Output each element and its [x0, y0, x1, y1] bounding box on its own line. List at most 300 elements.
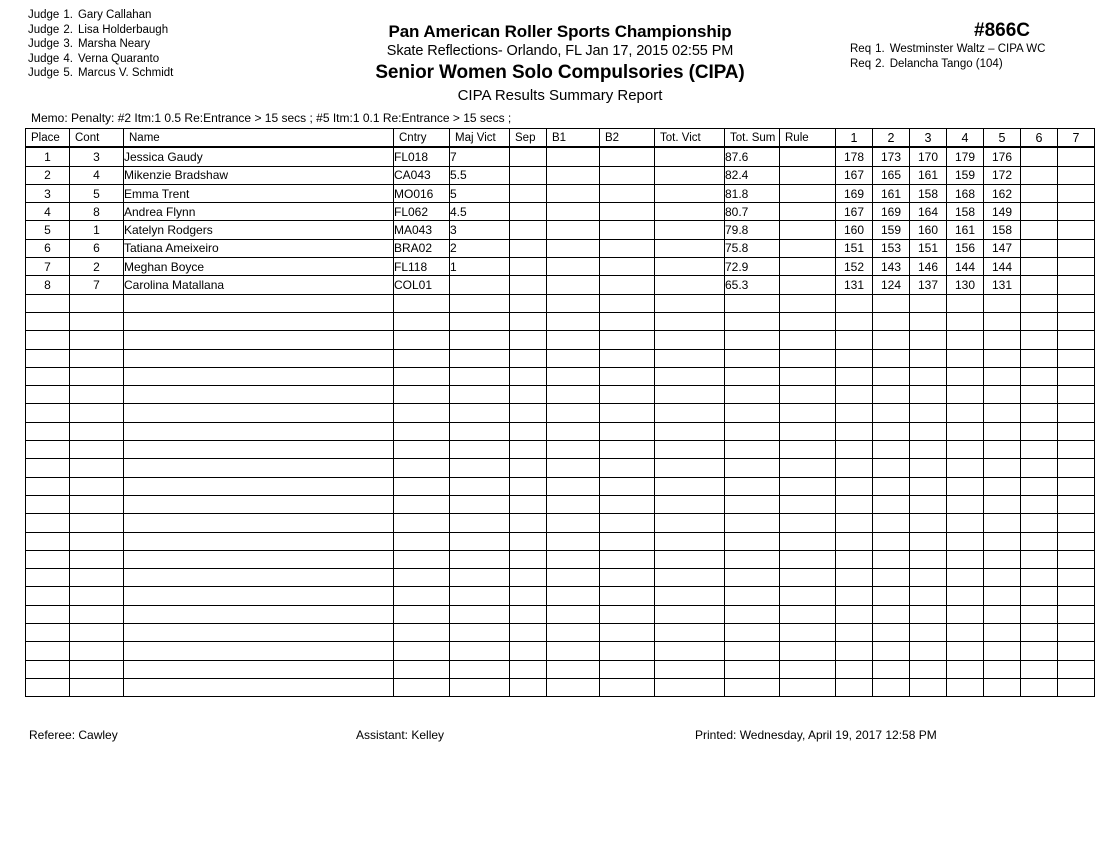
- table-row: [26, 221, 1095, 239]
- cell-j1-empty: [836, 331, 873, 349]
- cell-j6-empty: [1021, 642, 1058, 660]
- requirement-number: 2.: [875, 57, 885, 70]
- cell-maj: 2: [450, 239, 510, 257]
- judge-entry: [28, 23, 328, 38]
- cell-tots-empty: [725, 312, 780, 330]
- cell-j6-empty: [1021, 532, 1058, 550]
- cell-sep: [510, 221, 547, 239]
- table-row-empty: [26, 367, 1095, 385]
- cell-b2-empty: [600, 514, 655, 532]
- cell-j4-empty: [947, 495, 984, 513]
- cell-j2-empty: [873, 367, 910, 385]
- cell-j4: 179: [947, 147, 984, 166]
- table-row: [26, 258, 1095, 276]
- cell-tots-empty: [725, 642, 780, 660]
- requirement-text: Delancha Tango (104): [889, 57, 1003, 70]
- cell-j3-empty: [910, 550, 947, 568]
- cell-j2-empty: [873, 678, 910, 696]
- cell-sep: [510, 184, 547, 202]
- cell-rule: [780, 184, 836, 202]
- cell-rule: [780, 166, 836, 184]
- cell-cont-empty: [70, 331, 124, 349]
- cell-j4-empty: [947, 569, 984, 587]
- cell-cont-empty: [70, 441, 124, 459]
- cell-name-empty: [124, 514, 394, 532]
- column-header-b1: B1: [547, 129, 600, 148]
- cell-j6-empty: [1021, 678, 1058, 696]
- cell-cont-empty: [70, 294, 124, 312]
- cell-j5: 158: [984, 221, 1021, 239]
- table-row-empty: [26, 605, 1095, 623]
- cell-j5-empty: [984, 386, 1021, 404]
- column-header-b2: B2: [600, 129, 655, 148]
- cell-j2-empty: [873, 624, 910, 642]
- cell-maj-empty: [450, 349, 510, 367]
- cell-j6-empty: [1021, 331, 1058, 349]
- cell-rule-empty: [780, 477, 836, 495]
- cell-j5-empty: [984, 605, 1021, 623]
- cell-cont-empty: [70, 550, 124, 568]
- cell-cntry-empty: [394, 349, 450, 367]
- table-row-empty: [26, 624, 1095, 642]
- cell-totv-empty: [655, 386, 725, 404]
- cell-maj-empty: [450, 386, 510, 404]
- cell-b2-empty: [600, 624, 655, 642]
- cell-cont: 8: [70, 203, 124, 221]
- cell-j1: 169: [836, 184, 873, 202]
- cell-j5: 149: [984, 203, 1021, 221]
- cell-sep-empty: [510, 569, 547, 587]
- table-row-empty: [26, 550, 1095, 568]
- cell-j6: [1021, 166, 1058, 184]
- cell-j7: [1058, 166, 1095, 184]
- cell-j5-empty: [984, 312, 1021, 330]
- cell-cont-empty: [70, 678, 124, 696]
- cell-j3-empty: [910, 605, 947, 623]
- cell-j7: [1058, 221, 1095, 239]
- cell-sep-empty: [510, 331, 547, 349]
- cell-j4-empty: [947, 532, 984, 550]
- table-row-empty: [26, 441, 1095, 459]
- cell-j6-empty: [1021, 386, 1058, 404]
- judge-entry: [28, 66, 328, 81]
- cell-j5: 147: [984, 239, 1021, 257]
- cell-b2: [600, 184, 655, 202]
- cell-j1-empty: [836, 422, 873, 440]
- cell-j1: 151: [836, 239, 873, 257]
- cell-maj: [450, 276, 510, 294]
- cell-place: 2: [26, 166, 70, 184]
- cell-maj-empty: [450, 514, 510, 532]
- column-header-sep: Sep: [510, 129, 547, 148]
- cell-tots-empty: [725, 495, 780, 513]
- table-row-empty: [26, 312, 1095, 330]
- cell-b2-empty: [600, 495, 655, 513]
- table-row: [26, 239, 1095, 257]
- cell-cntry-empty: [394, 569, 450, 587]
- cell-j2-empty: [873, 532, 910, 550]
- cell-name-empty: [124, 349, 394, 367]
- cell-maj-empty: [450, 569, 510, 587]
- cell-rule: [780, 203, 836, 221]
- cell-cntry: FL018: [394, 147, 450, 166]
- cell-b1: [547, 147, 600, 166]
- cell-j4: 156: [947, 239, 984, 257]
- cell-name: Carolina Matallana: [124, 276, 394, 294]
- cell-sep-empty: [510, 477, 547, 495]
- cell-cntry-empty: [394, 514, 450, 532]
- cell-cont: 1: [70, 221, 124, 239]
- cell-j4-empty: [947, 441, 984, 459]
- cell-j5-empty: [984, 550, 1021, 568]
- column-header-j4: 4: [947, 129, 984, 148]
- cell-cntry-empty: [394, 495, 450, 513]
- cell-totv: [655, 147, 725, 166]
- cell-cont-empty: [70, 312, 124, 330]
- cell-b2-empty: [600, 660, 655, 678]
- cell-j5-empty: [984, 349, 1021, 367]
- cell-tots-empty: [725, 422, 780, 440]
- cell-j1: 167: [836, 166, 873, 184]
- cell-place: 1: [26, 147, 70, 166]
- cell-j3-empty: [910, 642, 947, 660]
- cell-cont-empty: [70, 605, 124, 623]
- cell-j6-empty: [1021, 349, 1058, 367]
- cell-place-empty: [26, 605, 70, 623]
- cell-j1-empty: [836, 349, 873, 367]
- cell-j1-empty: [836, 477, 873, 495]
- cell-rule-empty: [780, 642, 836, 660]
- cell-cntry-empty: [394, 550, 450, 568]
- cell-j5-empty: [984, 514, 1021, 532]
- event-info-panel: [838, 20, 1098, 71]
- cell-b2-empty: [600, 441, 655, 459]
- cell-rule-empty: [780, 386, 836, 404]
- table-row: [26, 166, 1095, 184]
- cell-j3-empty: [910, 331, 947, 349]
- cell-j4-empty: [947, 404, 984, 422]
- cell-sep-empty: [510, 550, 547, 568]
- cell-j4-empty: [947, 459, 984, 477]
- cell-j7-empty: [1058, 422, 1095, 440]
- cell-j3-empty: [910, 312, 947, 330]
- table-row-empty: [26, 422, 1095, 440]
- cell-sep-empty: [510, 642, 547, 660]
- report-subtitle: CIPA Results Summary Report: [457, 87, 663, 104]
- cell-j5-empty: [984, 587, 1021, 605]
- judge-label: Judge: [28, 67, 60, 80]
- cell-j1-empty: [836, 550, 873, 568]
- cell-j3-empty: [910, 624, 947, 642]
- cell-name-empty: [124, 569, 394, 587]
- cell-b2: [600, 166, 655, 184]
- cell-j3-empty: [910, 569, 947, 587]
- cell-j5-empty: [984, 532, 1021, 550]
- cell-j6: [1021, 203, 1058, 221]
- cell-j7: [1058, 184, 1095, 202]
- cell-j4-empty: [947, 514, 984, 532]
- cell-j4-empty: [947, 587, 984, 605]
- cell-b2-empty: [600, 367, 655, 385]
- venue-datetime-line: Skate Reflections- Orlando, FL Jan 17, 2015 02:55 PM: [386, 43, 734, 59]
- cell-j1: 167: [836, 203, 873, 221]
- cell-tots-empty: [725, 587, 780, 605]
- cell-j7-empty: [1058, 587, 1095, 605]
- cell-name-empty: [124, 477, 394, 495]
- cell-totv-empty: [655, 550, 725, 568]
- cell-j7: [1058, 276, 1095, 294]
- cell-cont-empty: [70, 532, 124, 550]
- judge-entry: [28, 37, 328, 52]
- cell-name-empty: [124, 532, 394, 550]
- cell-cont-empty: [70, 514, 124, 532]
- cell-cntry: BRA02: [394, 239, 450, 257]
- cell-b1-empty: [547, 495, 600, 513]
- cell-j3-empty: [910, 495, 947, 513]
- cell-place-empty: [26, 660, 70, 678]
- cell-j4-empty: [947, 422, 984, 440]
- cell-j5-empty: [984, 441, 1021, 459]
- cell-tots-empty: [725, 514, 780, 532]
- cell-totv-empty: [655, 331, 725, 349]
- cell-totv-empty: [655, 514, 725, 532]
- cell-b1-empty: [547, 312, 600, 330]
- judge-name: Verna Quaranto: [77, 52, 160, 65]
- column-header-rule: Rule: [780, 129, 836, 148]
- cell-maj-empty: [450, 587, 510, 605]
- cell-tots-empty: [725, 459, 780, 477]
- cell-b1-empty: [547, 367, 600, 385]
- cell-b1-empty: [547, 294, 600, 312]
- cell-j5: 144: [984, 258, 1021, 276]
- cell-j3-empty: [910, 514, 947, 532]
- cell-name-empty: [124, 495, 394, 513]
- cell-totv-empty: [655, 367, 725, 385]
- cell-totv: [655, 221, 725, 239]
- cell-rule-empty: [780, 349, 836, 367]
- cell-maj-empty: [450, 422, 510, 440]
- cell-j1-empty: [836, 495, 873, 513]
- cell-j4-empty: [947, 477, 984, 495]
- table-header-row: [26, 129, 1095, 148]
- cell-rule-empty: [780, 422, 836, 440]
- cell-j2: 169: [873, 203, 910, 221]
- cell-b2: [600, 203, 655, 221]
- cell-b2: [600, 276, 655, 294]
- cell-tots-empty: [725, 477, 780, 495]
- cell-maj-empty: [450, 495, 510, 513]
- cell-tots-empty: [725, 550, 780, 568]
- cell-j1-empty: [836, 404, 873, 422]
- cell-cont: 2: [70, 258, 124, 276]
- cell-j6: [1021, 258, 1058, 276]
- column-header-totv: Tot. Vict: [655, 129, 725, 148]
- cell-j5-empty: [984, 477, 1021, 495]
- cell-b1-empty: [547, 459, 600, 477]
- table-row-empty: [26, 514, 1095, 532]
- cell-tots: 72.9: [725, 258, 780, 276]
- cell-sep-empty: [510, 678, 547, 696]
- cell-j4-empty: [947, 605, 984, 623]
- cell-j7-empty: [1058, 367, 1095, 385]
- cell-place-empty: [26, 331, 70, 349]
- cell-j3-empty: [910, 459, 947, 477]
- cell-b2-empty: [600, 459, 655, 477]
- cell-name-empty: [124, 550, 394, 568]
- judge-number: 1.: [63, 9, 73, 21]
- cell-name-empty: [124, 404, 394, 422]
- cell-j4: 130: [947, 276, 984, 294]
- cell-j3-empty: [910, 404, 947, 422]
- cell-j3: 170: [910, 147, 947, 166]
- cell-b1: [547, 276, 600, 294]
- cell-j6-empty: [1021, 477, 1058, 495]
- cell-b2-empty: [600, 349, 655, 367]
- cell-tots: 65.3: [725, 276, 780, 294]
- cell-name-empty: [124, 294, 394, 312]
- cell-j2-empty: [873, 386, 910, 404]
- cell-j5-empty: [984, 642, 1021, 660]
- cell-b1-empty: [547, 514, 600, 532]
- table-row-empty: [26, 386, 1095, 404]
- cell-tots-empty: [725, 532, 780, 550]
- cell-sep-empty: [510, 532, 547, 550]
- cell-j3: 151: [910, 239, 947, 257]
- cell-j6-empty: [1021, 624, 1058, 642]
- cell-b1-empty: [547, 422, 600, 440]
- report-header: [300, 22, 820, 106]
- cell-b1-empty: [547, 605, 600, 623]
- cell-j2: 173: [873, 147, 910, 166]
- cell-b1-empty: [547, 386, 600, 404]
- table-row-empty: [26, 532, 1095, 550]
- column-header-j6: 6: [1021, 129, 1058, 148]
- cell-j3: 158: [910, 184, 947, 202]
- cell-j4-empty: [947, 550, 984, 568]
- cell-cntry-empty: [394, 532, 450, 550]
- cell-sep-empty: [510, 386, 547, 404]
- cell-name-empty: [124, 605, 394, 623]
- column-header-place: Place: [26, 129, 70, 148]
- cell-sep-empty: [510, 367, 547, 385]
- cell-sep-empty: [510, 404, 547, 422]
- assistant-label: Assistant: Kelley: [356, 728, 445, 742]
- event-title: Pan American Roller Sports Championship: [388, 22, 732, 41]
- cell-b1-empty: [547, 642, 600, 660]
- cell-j5: 162: [984, 184, 1021, 202]
- cell-j2-empty: [873, 404, 910, 422]
- cell-sep-empty: [510, 349, 547, 367]
- cell-place-empty: [26, 514, 70, 532]
- cell-j1-empty: [836, 624, 873, 642]
- cell-place: 7: [26, 258, 70, 276]
- column-header-j3: 3: [910, 129, 947, 148]
- cell-j2-empty: [873, 294, 910, 312]
- cell-b2-empty: [600, 587, 655, 605]
- cell-sep-empty: [510, 605, 547, 623]
- cell-j4: 161: [947, 221, 984, 239]
- column-header-maj: Maj Vict: [450, 129, 510, 148]
- cell-name: Meghan Boyce: [124, 258, 394, 276]
- cell-place-empty: [26, 477, 70, 495]
- table-row-empty: [26, 459, 1095, 477]
- cell-cntry-empty: [394, 624, 450, 642]
- cell-totv-empty: [655, 349, 725, 367]
- cell-j5-empty: [984, 678, 1021, 696]
- cell-sep-empty: [510, 294, 547, 312]
- cell-j1: 160: [836, 221, 873, 239]
- cell-j3-empty: [910, 422, 947, 440]
- cell-j1-empty: [836, 569, 873, 587]
- cell-place-empty: [26, 587, 70, 605]
- cell-totv-empty: [655, 495, 725, 513]
- cell-totv-empty: [655, 459, 725, 477]
- cell-j2: 124: [873, 276, 910, 294]
- cell-place-empty: [26, 550, 70, 568]
- cell-cntry-empty: [394, 441, 450, 459]
- cell-cntry-empty: [394, 422, 450, 440]
- cell-j6-empty: [1021, 441, 1058, 459]
- cell-b1: [547, 166, 600, 184]
- cell-j7-empty: [1058, 605, 1095, 623]
- cell-rule: [780, 258, 836, 276]
- cell-j5-empty: [984, 459, 1021, 477]
- cell-maj-empty: [450, 660, 510, 678]
- table-row-empty: [26, 294, 1095, 312]
- cell-j3-empty: [910, 660, 947, 678]
- judge-entry: [28, 52, 328, 67]
- cell-name: Jessica Gaudy: [124, 147, 394, 166]
- judges-panel: [28, 8, 328, 81]
- table-row-empty: [26, 642, 1095, 660]
- cell-sep: [510, 203, 547, 221]
- cell-name-empty: [124, 587, 394, 605]
- cell-cntry-empty: [394, 312, 450, 330]
- cell-cntry: FL062: [394, 203, 450, 221]
- referee-label: Referee: Cawley: [29, 728, 118, 742]
- cell-totv: [655, 184, 725, 202]
- judge-label: Judge: [28, 52, 60, 65]
- cell-maj: 3: [450, 221, 510, 239]
- cell-name-empty: [124, 459, 394, 477]
- column-header-cont: Cont: [70, 129, 124, 148]
- cell-j2-empty: [873, 422, 910, 440]
- cell-maj: 5.5: [450, 166, 510, 184]
- cell-j2-empty: [873, 642, 910, 660]
- cell-place-empty: [26, 294, 70, 312]
- cell-cont-empty: [70, 459, 124, 477]
- cell-maj-empty: [450, 404, 510, 422]
- cell-totv-empty: [655, 605, 725, 623]
- cell-cont-empty: [70, 569, 124, 587]
- cell-totv-empty: [655, 441, 725, 459]
- table-row: [26, 203, 1095, 221]
- cell-cont: 5: [70, 184, 124, 202]
- cell-j7-empty: [1058, 532, 1095, 550]
- cell-name-empty: [124, 660, 394, 678]
- cell-b2-empty: [600, 642, 655, 660]
- cell-j4: 158: [947, 203, 984, 221]
- cell-j2: 159: [873, 221, 910, 239]
- cell-tots-empty: [725, 367, 780, 385]
- cell-cntry-empty: [394, 404, 450, 422]
- cell-j7-empty: [1058, 678, 1095, 696]
- column-header-j2: 2: [873, 129, 910, 148]
- cell-cntry-empty: [394, 331, 450, 349]
- cell-cont-empty: [70, 404, 124, 422]
- cell-sep: [510, 258, 547, 276]
- cell-tots: 87.6: [725, 147, 780, 166]
